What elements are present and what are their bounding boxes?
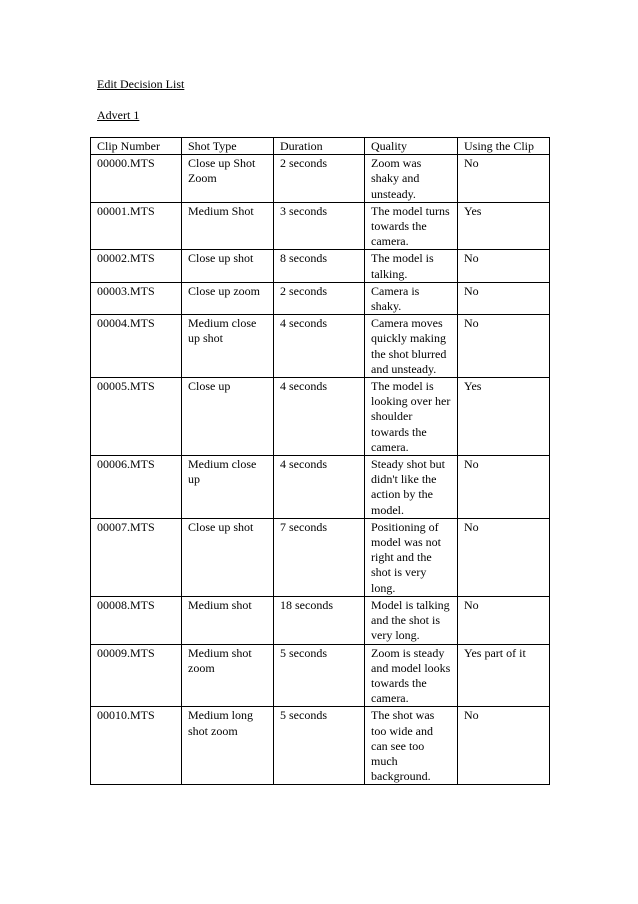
cell-clip-number: 00010.MTS — [91, 707, 182, 785]
cell-shot-type: Close up Shot Zoom — [182, 155, 274, 203]
table-row — [91, 644, 550, 707]
cell-using-the-clip: No — [458, 250, 550, 282]
cell-clip-number: 00005.MTS — [91, 378, 182, 456]
cell-duration: 2 seconds — [274, 282, 365, 314]
cell-duration: 4 seconds — [274, 315, 365, 378]
cell-quality: Steady shot but didn't like the action by the model. — [365, 456, 458, 519]
cell-clip-number: 00007.MTS — [91, 518, 182, 596]
cell-clip-number: 00004.MTS — [91, 315, 182, 378]
cell-using-the-clip: No — [458, 456, 550, 519]
cell-shot-type: Medium close up — [182, 456, 274, 519]
cell-using-the-clip: Yes — [458, 202, 550, 250]
cell-using-the-clip: No — [458, 707, 550, 785]
cell-duration: 2 seconds — [274, 155, 365, 203]
document-title: Edit Decision List — [97, 77, 185, 91]
cell-duration: 5 seconds — [274, 707, 365, 785]
edit-decision-table — [90, 137, 550, 785]
cell-shot-type: Close up shot — [182, 250, 274, 282]
cell-using-the-clip: No — [458, 315, 550, 378]
cell-clip-number: 00008.MTS — [91, 596, 182, 644]
cell-using-the-clip: Yes — [458, 378, 550, 456]
document-subtitle: Advert 1 — [97, 108, 140, 122]
cell-quality: Positioning of model was not right and the shot is very long. — [365, 518, 458, 596]
table-row — [91, 596, 550, 644]
cell-quality: Zoom is steady and model looks towards the camera. — [365, 644, 458, 707]
cell-duration: 8 seconds — [274, 250, 365, 282]
cell-using-the-clip: No — [458, 282, 550, 314]
column-header-quality: Quality — [365, 138, 458, 155]
cell-clip-number: 00000.MTS — [91, 155, 182, 203]
table-row — [91, 315, 550, 378]
table-row — [91, 378, 550, 456]
table-row — [91, 202, 550, 250]
cell-quality: Zoom was shaky and unsteady. — [365, 155, 458, 203]
cell-shot-type: Close up zoom — [182, 282, 274, 314]
table-row — [91, 518, 550, 596]
cell-duration: 4 seconds — [274, 378, 365, 456]
cell-clip-number: 00006.MTS — [91, 456, 182, 519]
cell-clip-number: 00003.MTS — [91, 282, 182, 314]
cell-clip-number: 00002.MTS — [91, 250, 182, 282]
cell-shot-type: Close up — [182, 378, 274, 456]
cell-duration: 7 seconds — [274, 518, 365, 596]
table-header-row — [91, 138, 550, 155]
cell-using-the-clip: Yes part of it — [458, 644, 550, 707]
cell-shot-type: Medium long shot zoom — [182, 707, 274, 785]
cell-quality: The shot was too wide and can see too much background. — [365, 707, 458, 785]
cell-clip-number: 00001.MTS — [91, 202, 182, 250]
cell-quality: Camera is shaky. — [365, 282, 458, 314]
cell-shot-type: Medium Shot — [182, 202, 274, 250]
cell-quality: The model turns towards the camera. — [365, 202, 458, 250]
column-header-duration: Duration — [274, 138, 365, 155]
cell-shot-type: Close up shot — [182, 518, 274, 596]
cell-quality: Model is talking and the shot is very long. — [365, 596, 458, 644]
cell-clip-number: 00009.MTS — [91, 644, 182, 707]
column-header-shot-type: Shot Type — [182, 138, 274, 155]
cell-duration: 3 seconds — [274, 202, 365, 250]
table-row — [91, 282, 550, 314]
table-row — [91, 155, 550, 203]
column-header-using-the-clip: Using the Clip — [458, 138, 550, 155]
cell-quality: The model is looking over her shoulder towards the camera. — [365, 378, 458, 456]
cell-shot-type: Medium shot zoom — [182, 644, 274, 707]
cell-duration: 4 seconds — [274, 456, 365, 519]
column-header-clip-number: Clip Number — [91, 138, 182, 155]
table-row — [91, 250, 550, 282]
cell-shot-type: Medium close up shot — [182, 315, 274, 378]
cell-using-the-clip: No — [458, 518, 550, 596]
cell-shot-type: Medium shot — [182, 596, 274, 644]
cell-duration: 18 seconds — [274, 596, 365, 644]
table-row — [91, 456, 550, 519]
cell-quality: Camera moves quickly making the shot blurred and unsteady. — [365, 315, 458, 378]
cell-using-the-clip: No — [458, 155, 550, 203]
cell-using-the-clip: No — [458, 596, 550, 644]
cell-duration: 5 seconds — [274, 644, 365, 707]
cell-quality: The model is talking. — [365, 250, 458, 282]
table-row — [91, 707, 550, 785]
